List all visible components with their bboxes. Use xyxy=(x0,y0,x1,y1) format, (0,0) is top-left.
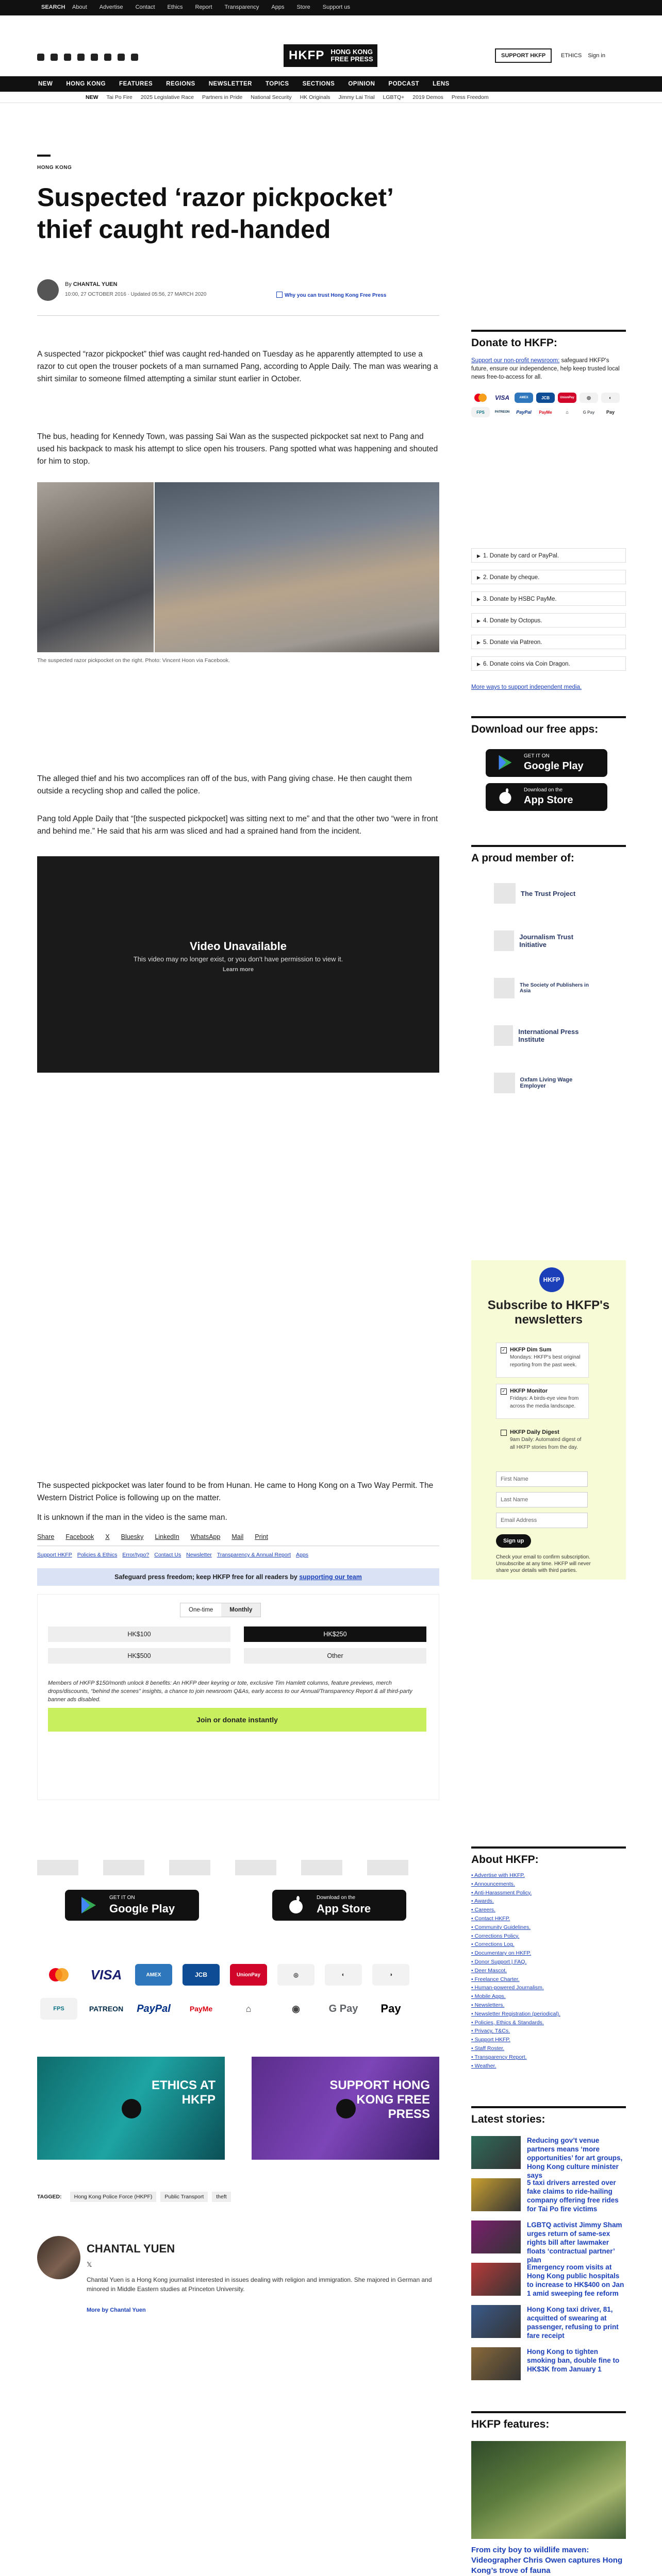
living-wage-logo[interactable] xyxy=(367,1860,408,1875)
sidebar-google-small: GET IT ON xyxy=(524,753,550,759)
option-name: HKFP Monitor xyxy=(510,1388,548,1394)
article-dates: 10:00, 27 OCTOBER 2016 · Updated 05:56, 27 MARCH 2020 xyxy=(65,292,207,297)
checkbox-icon xyxy=(501,1430,507,1436)
google-play-icon xyxy=(496,754,515,771)
latest-story-title[interactable]: LGBTQ activist Jimmy Sham urges return of same-sex rights bill after lawmaker floats ‘contractual partner’ plan xyxy=(527,2221,622,2264)
fps-icon: FPS xyxy=(471,407,490,417)
google-play-button[interactable] xyxy=(65,1890,199,1921)
amex-icon: AMEX xyxy=(515,393,533,403)
video-embed[interactable] xyxy=(37,856,439,1073)
tagged-label: TAGGED: xyxy=(37,2194,62,2200)
octopus-icon: ◎ xyxy=(277,1964,315,1986)
video-unavailable-message: This video may no longer exist, or you don't have permission to view it. xyxy=(133,955,343,963)
last-name-field[interactable]: Last Name xyxy=(496,1492,588,1507)
unionpay-icon: UnionPay xyxy=(230,1964,267,1986)
email-field[interactable]: Email Address xyxy=(496,1513,588,1528)
newsletter-option-monitor[interactable] xyxy=(496,1384,589,1419)
option-desc: Mondays: HKFP's best original reporting from the past week. xyxy=(510,1354,581,1368)
search-link[interactable]: SEARCH xyxy=(41,4,65,10)
paragraph-3: The alleged thief and his two accomplices ran off of the bus, with Pang giving chase. He then caught them outside a recycling shop and called the police. xyxy=(37,774,412,795)
share-row xyxy=(37,1533,268,1540)
donate-option-label: 5. Donate via Patreon. xyxy=(483,639,542,646)
threads-icon[interactable] xyxy=(77,54,85,61)
latest-story[interactable] xyxy=(471,2136,626,2179)
video-unavailable-title: Video Unavailable xyxy=(190,940,287,953)
header-links xyxy=(561,53,605,59)
sidebar-payment-logos-2 xyxy=(471,407,620,417)
sidebar-google-play-button[interactable] xyxy=(486,749,607,777)
amount-option[interactable]: HK$500 xyxy=(48,1648,230,1664)
paragraph-2: The bus, heading for Kennedy Town, was passing Sai Wan as the suspected pickpocket sat next to Pang and used his backpack to mask his attempt to slice open his trousers. Pang spotted what was happening and shouted for him to stop. xyxy=(37,432,438,466)
newsletter-signup-button[interactable]: Sign up xyxy=(496,1534,531,1548)
tag-row xyxy=(37,2192,231,2202)
latest-story[interactable] xyxy=(471,2178,626,2215)
utility-link[interactable]: Report xyxy=(195,4,212,10)
about-link[interactable]: • Documentary on HKFP. xyxy=(471,1949,626,1958)
nav-items xyxy=(38,81,450,87)
about-link[interactable]: • Announcements. xyxy=(471,1880,626,1889)
payment-logos-row-1 xyxy=(40,1964,409,1986)
trending-link[interactable]: 2019 Demos xyxy=(412,94,443,100)
latest-story-thumbnail[interactable] xyxy=(471,2178,521,2211)
jti-logo xyxy=(494,930,514,951)
nav-item[interactable]: SECTIONS xyxy=(302,81,335,87)
x-icon[interactable] xyxy=(51,54,58,61)
about-link[interactable]: • Staff Roster. xyxy=(471,2044,626,2053)
trust-link[interactable] xyxy=(276,292,386,298)
latest-story[interactable] xyxy=(471,2305,626,2342)
nav-item[interactable]: LENS xyxy=(433,81,450,87)
article-footer-links xyxy=(37,1552,308,1558)
tab-monthly[interactable]: Monthly xyxy=(221,1603,260,1617)
member-heading: A proud member of: xyxy=(471,845,626,865)
utility-link[interactable]: Contact xyxy=(135,4,155,10)
share-link[interactable]: Bluesky xyxy=(121,1533,144,1540)
article-photo-right xyxy=(155,482,439,652)
facebook-icon[interactable] xyxy=(37,54,44,61)
nav-item[interactable]: OPINION xyxy=(348,81,375,87)
app-store-button[interactable] xyxy=(272,1890,406,1921)
first-name-field[interactable]: First Name xyxy=(496,1471,588,1487)
latest-story-thumbnail[interactable] xyxy=(471,2136,521,2169)
logo-name xyxy=(329,48,377,63)
tab-one-time[interactable]: One-time xyxy=(189,1607,213,1613)
newsletter-title: Subscribe to HKFP's newsletters xyxy=(487,1298,610,1327)
alipay-icon: ◐ xyxy=(325,1964,362,1986)
latest-story-thumbnail[interactable] xyxy=(471,2263,521,2296)
oxfam-logo[interactable] xyxy=(301,1860,342,1875)
trending-items xyxy=(86,94,489,100)
author-avatar[interactable] xyxy=(37,279,59,301)
apple-pay-icon: Pay xyxy=(606,410,615,415)
member-name: Journalism Trust Initiative xyxy=(519,933,574,948)
latest-story[interactable] xyxy=(471,2347,626,2384)
video-learn-more[interactable]: Learn more xyxy=(223,967,254,973)
member-logos-row xyxy=(37,1860,439,1875)
nav-item[interactable]: PODCAST xyxy=(388,81,420,87)
author-box-avatar[interactable] xyxy=(37,2236,80,2279)
footer-link[interactable]: Newsletter xyxy=(186,1552,212,1558)
footer-link[interactable]: Contact Us xyxy=(154,1552,181,1558)
nav-item[interactable]: FEATURES xyxy=(119,81,153,87)
play-icon xyxy=(336,2099,356,2119)
article-photo-left xyxy=(37,482,154,652)
main-nav xyxy=(0,76,662,92)
nav-item[interactable]: NEW xyxy=(38,81,53,87)
google-pay-icon: G Pay xyxy=(325,1998,362,2020)
donate-option[interactable] xyxy=(471,613,626,628)
about-link[interactable]: • Community Guidelines. xyxy=(471,1923,626,1932)
donate-option[interactable] xyxy=(471,548,626,563)
trending-link[interactable]: 2025 Legislative Race xyxy=(140,94,194,100)
footer-link[interactable]: Transparency & Annual Report xyxy=(217,1552,291,1558)
latest-story-thumbnail[interactable] xyxy=(471,2305,521,2338)
social-icons xyxy=(37,54,138,61)
nav-item[interactable]: TOPICS xyxy=(265,81,289,87)
about-link[interactable]: • Corrections Log. xyxy=(471,1940,626,1949)
sopa-logo[interactable] xyxy=(169,1860,210,1875)
latest-heading: Latest stories: xyxy=(471,2106,626,2126)
about-link[interactable]: • Careers. xyxy=(471,1906,626,1914)
support-newsroom-link[interactable]: Support our non-profit newsroom: xyxy=(471,358,560,364)
trending-link[interactable]: Tai Po Fire xyxy=(106,94,133,100)
utility-link[interactable]: Advertise xyxy=(99,4,123,10)
youtube-icon[interactable] xyxy=(104,54,111,61)
donate-intro-text: safeguard HKFP's future, ensure our independence, help keep trusted local news free-to-access for all. xyxy=(471,358,620,380)
about-link[interactable]: • Weather. xyxy=(471,2062,626,2071)
donation-frequency-tabs xyxy=(180,1603,261,1617)
caret-right-icon: ▶ xyxy=(477,597,481,602)
google-play-small: GET IT ON xyxy=(109,1895,135,1901)
member-name: The Society of Publishers in Asia xyxy=(520,982,589,994)
author-x-icon[interactable]: 𝕏 xyxy=(87,2261,92,2268)
newsletter-option-dimsum[interactable] xyxy=(496,1343,589,1378)
patreon-icon: PATREON xyxy=(88,1998,125,2020)
about-link[interactable]: • Newsletters. xyxy=(471,2001,626,2010)
support-team-link[interactable]: supporting our team xyxy=(299,1573,362,1581)
sidebar-apple-big: App Store xyxy=(524,794,573,806)
author-box-name[interactable]: CHANTAL YUEN xyxy=(87,2242,175,2255)
safeguard-banner xyxy=(37,1568,439,1586)
about-link[interactable]: • Donor Support | FAQ. xyxy=(471,1958,626,1967)
newsletter-badge: HKFP xyxy=(539,1267,564,1292)
trending-bar xyxy=(0,92,662,103)
logo-name-line-2: FREE PRESS xyxy=(330,55,373,63)
ethics-promo-title: ETHICS AT HKFP xyxy=(152,2078,216,2107)
apple-icon xyxy=(496,788,515,805)
mastercard-icon xyxy=(40,1964,77,1986)
about-link[interactable]: • Anti-Harassment Policy. xyxy=(471,1889,626,1897)
donate-option-label: 2. Donate by cheque. xyxy=(483,574,540,581)
logo-short: HKFP xyxy=(289,48,325,62)
about-links xyxy=(471,1871,626,2070)
about-link[interactable]: • Corrections Policy. xyxy=(471,1932,626,1941)
app-store-big: App Store xyxy=(317,1902,371,1915)
paypal-icon: PayPal xyxy=(516,410,532,415)
about-link[interactable]: • Awards. xyxy=(471,1897,626,1906)
latest-story-thumbnail[interactable] xyxy=(471,2347,521,2380)
jcb-icon: JCB xyxy=(183,1964,220,1986)
about-link[interactable]: • Deer Mascot. xyxy=(471,1967,626,1975)
support-promo-title: SUPPORT HONG KONG FREE PRESS xyxy=(329,2078,430,2121)
donation-box xyxy=(37,1594,439,1800)
tag-chip[interactable]: Hong Kong Police Force (HKPF) xyxy=(70,2192,157,2202)
category-rule xyxy=(37,155,51,157)
donate-option-label: 1. Donate by card or PayPal. xyxy=(483,553,559,559)
feature-image-1[interactable] xyxy=(471,2441,626,2539)
site-logo[interactable] xyxy=(284,44,377,67)
option-desc: Fridays: A birds-eye view from across the media landscape. xyxy=(510,1396,579,1409)
google-play-big: Google Play xyxy=(109,1902,175,1915)
trending-link[interactable]: Jimmy Lai Trial xyxy=(338,94,375,100)
ipi-logo xyxy=(494,1025,513,1046)
newsletter-signup xyxy=(471,1260,626,1580)
caret-right-icon: ▶ xyxy=(477,662,481,667)
sidebar-google-big: Google Play xyxy=(524,760,584,772)
support-video-promo[interactable] xyxy=(252,2057,439,2160)
article-divider xyxy=(37,315,439,316)
jti-member[interactable] xyxy=(494,930,597,951)
amex-icon: AMEX xyxy=(135,1964,172,1986)
caret-right-icon: ▶ xyxy=(477,618,481,623)
footer-link[interactable]: Error/typo? xyxy=(122,1552,150,1558)
latest-story-thumbnail[interactable] xyxy=(471,2221,521,2253)
about-link[interactable]: • Freelance Charter. xyxy=(471,1975,626,1984)
footer-link[interactable]: Apps xyxy=(296,1552,308,1558)
coin-dragon-icon: ◉ xyxy=(277,1998,315,2020)
oxfam-member[interactable] xyxy=(494,1073,597,1093)
utility-link[interactable]: Transparency xyxy=(224,4,259,10)
bank-transfer-icon: ⌂ xyxy=(230,1998,267,2020)
about-heading: About HKFP: xyxy=(471,1846,626,1866)
trust-project-member[interactable] xyxy=(494,883,597,904)
visa-icon: VISA xyxy=(494,394,509,401)
donate-option-label: 3. Donate by HSBC PayMe. xyxy=(483,596,557,602)
site-header xyxy=(0,15,662,72)
bank-transfer-icon: ⌂ xyxy=(566,410,569,415)
feature-title-1[interactable]: From city boy to wildlife maven: Videographer Chris Owen captures Hong Kong’s trove of fauna xyxy=(471,2546,623,2575)
google-pay-icon: G Pay xyxy=(583,410,595,415)
photo-caption: The suspected razor pickpocket on the right. Photo: Vincent Hoon via Facebook. xyxy=(37,657,230,664)
newsletter-option-digest[interactable] xyxy=(496,1425,589,1460)
instagram-icon[interactable] xyxy=(64,54,71,61)
utility-link[interactable]: Ethics xyxy=(167,4,183,10)
trust-project-logo xyxy=(494,883,516,904)
paragraph-6: It is unknown if the man in the video is the same man. xyxy=(37,1513,227,1522)
trending-link[interactable]: LGBTQ+ xyxy=(383,94,405,100)
latest-story-title[interactable]: Hong Kong taxi driver, 81, acquitted of swearing at passenger, refusing to print fare receipt xyxy=(527,2306,619,2340)
octopus-icon: ◎ xyxy=(580,393,598,403)
option-name: HKFP Daily Digest xyxy=(510,1429,559,1435)
alipay-icon: ◐ xyxy=(601,393,620,403)
features-heading: HKFP features: xyxy=(471,2411,626,2431)
more-ways-link[interactable]: More ways to support independent media. xyxy=(471,684,582,690)
sidebar-apple-small: Download on the xyxy=(524,787,563,793)
byline-author[interactable]: CHANTAL YUEN xyxy=(73,281,118,287)
trending-new-label: NEW xyxy=(86,94,98,100)
ipi-member[interactable] xyxy=(494,1025,597,1046)
play-icon xyxy=(122,2099,141,2119)
latest-story-title[interactable]: Reducing gov’t venue partners means ‘more opportunities’ for art groups, Hong Kong culture minister says xyxy=(527,2137,623,2179)
member-name: Oxfam Living Wage Employer xyxy=(520,1077,573,1089)
jti-logo[interactable] xyxy=(103,1860,144,1875)
option-desc: 9am Daily: Automated digest of all HKFP stories from the day. xyxy=(510,1437,582,1450)
fps-icon: FPS xyxy=(40,1998,77,2020)
footer-link[interactable]: Support HKFP xyxy=(37,1552,72,1558)
support-hkfp-button[interactable]: SUPPORT HKFP xyxy=(495,48,552,63)
more-by-author-link[interactable]: More by Chantal Yuen xyxy=(87,2307,146,2313)
payment-logos-row-2 xyxy=(40,1998,409,2020)
about-link[interactable]: • Policies, Ethics & Standards. xyxy=(471,2019,626,2027)
latest-story-title[interactable]: Emergency room visits at Hong Kong public hospitals to increase to HK$400 on Jan 1 amid sweeping fee reform xyxy=(527,2263,624,2297)
membership-note: Members of HKFP $150/month unlock 8 benefits: An HKFP deer keyring or tote, exclusive Tim Hamlett columns, feature previews, merch drops/discounts, “behind the scenes” insights, a chance to join newsroom Q&As, early access to our Annual/Transparency Report & all third-party banner ads disabled. xyxy=(48,1680,412,1703)
checkbox-icon: ✓ xyxy=(501,1347,507,1353)
utility-link[interactable]: Apps xyxy=(271,4,285,10)
sign-in-link[interactable]: Sign in xyxy=(588,53,605,59)
wechat-pay-icon: ◑ xyxy=(372,1964,409,1986)
checkbox-icon: ✓ xyxy=(501,1388,507,1395)
paragraph-4: Pang told Apple Daily that “[the suspected pickpocket] was sitting next to me” and that the other two “were in front and behind me.” He said that his arm was sliced and had a sprained hand from the incident. xyxy=(37,815,438,836)
sopa-member[interactable] xyxy=(494,978,597,998)
trending-link[interactable]: Press Freedom xyxy=(451,94,489,100)
trending-link[interactable]: National Security xyxy=(251,94,292,100)
paypal-icon: PayPal xyxy=(135,1998,172,2020)
safeguard-text: Safeguard press freedom; keep HKFP free for all readers by xyxy=(114,1573,300,1581)
trust-icon xyxy=(276,292,283,298)
utility-link[interactable]: Store xyxy=(296,4,310,10)
amount-option-selected[interactable]: HK$250 xyxy=(244,1626,426,1642)
nav-item[interactable]: REGIONS xyxy=(166,81,195,87)
trust-link-text: Why you can trust Hong Kong Free Press xyxy=(285,293,387,298)
unionpay-icon: UnionPay xyxy=(558,393,576,403)
trending-link[interactable]: Partners in Pride xyxy=(202,94,243,100)
share-link[interactable]: LinkedIn xyxy=(155,1533,179,1540)
ethics-link[interactable]: ETHICS xyxy=(561,53,582,59)
donate-option-label: 6. Donate coins via Coin Dragon. xyxy=(483,661,570,667)
trending-link[interactable]: HK Originals xyxy=(300,94,330,100)
utility-bar xyxy=(0,0,662,15)
donate-option[interactable] xyxy=(471,570,626,584)
donate-option[interactable] xyxy=(471,656,626,671)
apple-icon xyxy=(286,1896,306,1914)
mail-icon[interactable] xyxy=(118,54,125,61)
latest-story-title[interactable]: 5 taxi drivers arrested over fake claims to ride-hailing company offering free rides for Tai Po fire victims xyxy=(527,2179,619,2213)
payme-icon: PayMe xyxy=(183,1998,220,2020)
nav-item[interactable]: HONG KONG xyxy=(66,81,106,87)
amount-option[interactable]: Other xyxy=(244,1648,426,1664)
tag-chip[interactable]: theft xyxy=(212,2192,230,2202)
donate-option[interactable] xyxy=(471,635,626,649)
share-link[interactable]: Share xyxy=(37,1533,55,1540)
about-link[interactable]: • Transparency Report. xyxy=(471,2053,626,2062)
byline xyxy=(65,281,117,287)
utility-links xyxy=(72,4,350,10)
about-link[interactable]: • Human-powered Journalism. xyxy=(471,1984,626,1992)
apps-heading: Download our free apps: xyxy=(471,716,626,736)
byline-prefix: By xyxy=(65,281,72,287)
rss-icon[interactable] xyxy=(131,54,138,61)
patreon-icon: PATREON xyxy=(494,411,510,414)
sopa-logo xyxy=(494,978,515,998)
latest-story-title[interactable]: Hong Kong to tighten smoking ban, double fine to HK$3K from January 1 xyxy=(527,2348,620,2373)
join-donate-button[interactable]: Join or donate instantly xyxy=(48,1708,426,1732)
tag-chip[interactable]: Public Transport xyxy=(160,2192,208,2202)
google-play-icon xyxy=(78,1896,99,1914)
amount-option[interactable]: HK$100 xyxy=(48,1626,230,1642)
utility-link[interactable]: Support us xyxy=(322,4,350,10)
ipi-logo[interactable] xyxy=(235,1860,276,1875)
about-link[interactable]: • Contact HKFP. xyxy=(471,1914,626,1923)
app-store-small: Download on the xyxy=(317,1895,356,1901)
donate-option-label: 4. Donate by Octopus. xyxy=(483,618,542,624)
latest-story[interactable] xyxy=(471,2221,626,2264)
share-link[interactable]: X xyxy=(105,1533,110,1540)
sidebar-payment-logos xyxy=(471,393,620,403)
author-bio: Chantal Yuen is a Hong Kong journalist interested in issues dealing with religion and immigration. She majored in German and minored in Middle Eastern studies at Princeton University. xyxy=(87,2276,432,2293)
jcb-icon: JCB xyxy=(536,393,555,403)
bluesky-icon[interactable] xyxy=(91,54,98,61)
donate-intro xyxy=(471,357,626,381)
oxfam-logo xyxy=(494,1073,515,1093)
caret-right-icon: ▶ xyxy=(477,553,481,558)
trust-project-logo[interactable] xyxy=(37,1860,78,1875)
paragraph-5: The suspected pickpocket was later found to be from Hunan. He came to Hong Kong on a Two Way Permit. The Western District Police is following up on the matter. xyxy=(37,1481,434,1502)
member-name: The Trust Project xyxy=(521,889,576,897)
caret-right-icon: ▶ xyxy=(477,640,481,645)
share-link[interactable]: WhatsApp xyxy=(190,1533,221,1540)
share-link[interactable]: Print xyxy=(255,1533,268,1540)
caret-right-icon: ▶ xyxy=(477,575,481,580)
visa-icon: VISA xyxy=(90,1967,122,1982)
nav-item[interactable]: NEWSLETTER xyxy=(208,81,252,87)
sidebar-app-store-button[interactable] xyxy=(486,783,607,811)
about-link[interactable]: • Newsletter Registration (periodical). xyxy=(471,2010,626,2019)
about-link[interactable]: • Advertise with HKFP. xyxy=(471,1871,626,1880)
share-link[interactable]: Facebook xyxy=(65,1533,94,1540)
article-category[interactable]: HONG KONG xyxy=(37,165,72,171)
footer-link[interactable]: Policies & Ethics xyxy=(77,1552,118,1558)
paragraph-1: A suspected “razor pickpocket” thief was caught red-handed on Tuesday as he apparently attempted to use a razor to cut open the trouser pockets of a man surnamed Pang, according to Apple Daily. The man was wearing a shirt similar to someone filmed attempting a similar stunt earlier in October. xyxy=(37,350,438,383)
donate-heading: Donate to HKFP: xyxy=(471,330,626,349)
about-link[interactable]: • Support HKFP. xyxy=(471,2036,626,2044)
option-name: HKFP Dim Sum xyxy=(510,1347,552,1353)
member-name: International Press Institute xyxy=(518,1028,579,1043)
article-title: Suspected ‘razor pickpocket’ thief caught red-handed xyxy=(37,183,393,244)
about-link[interactable]: • Privacy, T&Cs. xyxy=(471,2027,626,2036)
apple-pay-icon: Pay xyxy=(372,1998,409,2020)
ethics-video-promo[interactable] xyxy=(37,2057,225,2160)
latest-story[interactable] xyxy=(471,2263,626,2300)
newsletter-disclaimer: Check your email to confirm subscription. Unsubscribe at any time. HKFP will never share your details with third parties. xyxy=(496,1554,591,1573)
about-link[interactable]: • Mobile Apps. xyxy=(471,1992,626,2001)
donate-option[interactable] xyxy=(471,591,626,606)
utility-link[interactable]: About xyxy=(72,4,87,10)
mastercard-icon xyxy=(471,393,490,403)
share-link[interactable]: Mail xyxy=(231,1533,244,1540)
logo-name-line-1: HONG KONG xyxy=(330,48,373,56)
payme-icon: PayMe xyxy=(539,410,552,415)
